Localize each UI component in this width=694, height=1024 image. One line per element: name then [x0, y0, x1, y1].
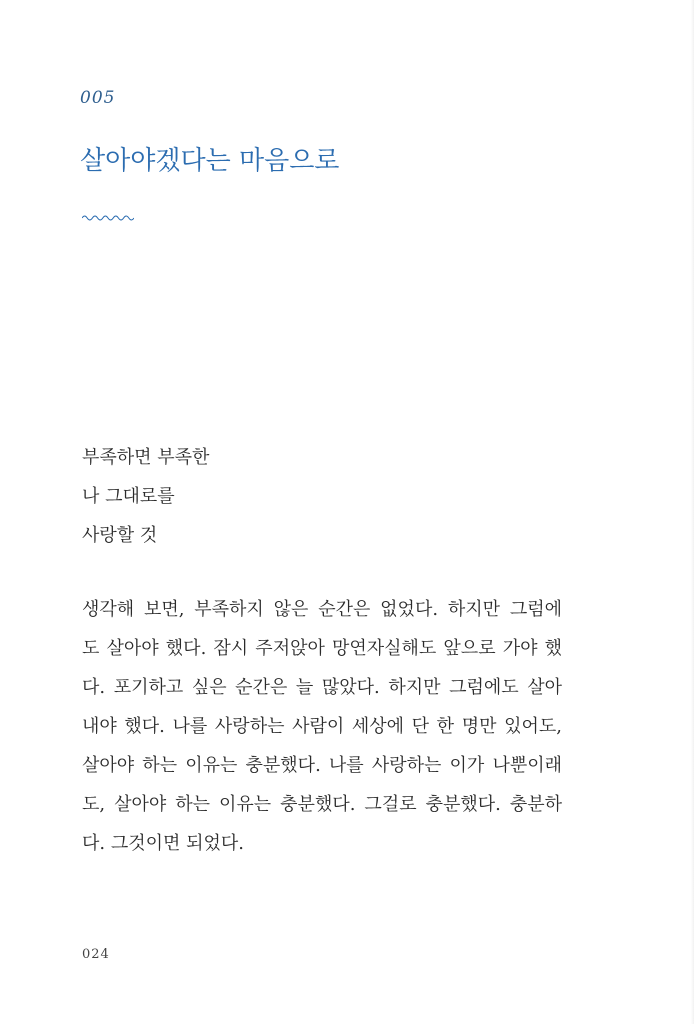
- chapter-title: 살아야겠다는 마음으로: [80, 146, 340, 176]
- body-line: 살아야 하는 이유는 충분했다. 나를 사랑하는 이가 나뿐이래: [82, 755, 562, 776]
- wave-ornament-icon: [82, 212, 134, 222]
- body-line: 도 살아야 했다. 잠시 주저앉아 망연자실해도 앞으로 가야 했: [82, 638, 562, 659]
- body-line: 생각해 보면, 부족하지 않은 순간은 없었다. 하지만 그럼에: [82, 599, 562, 620]
- body-line: 다. 그것이면 되었다.: [82, 833, 244, 854]
- poem-line: 부족하면 부족한: [82, 447, 210, 468]
- body-line: 다. 포기하고 싶은 순간은 늘 많았다. 하지만 그럼에도 살아: [82, 677, 562, 698]
- chapter-number: 005: [80, 88, 116, 108]
- poem-line: 나 그대로를: [82, 486, 175, 507]
- poem: [82, 438, 209, 555]
- body-paragraph: [82, 590, 562, 863]
- page-number: 024: [82, 947, 110, 962]
- poem-line: 사랑할 것: [82, 525, 158, 546]
- body-line: 내야 했다. 나를 사랑하는 사람이 세상에 단 한 명만 있어도,: [82, 716, 562, 737]
- body-line: 도, 살아야 하는 이유는 충분했다. 그걸로 충분했다. 충분하: [82, 794, 562, 815]
